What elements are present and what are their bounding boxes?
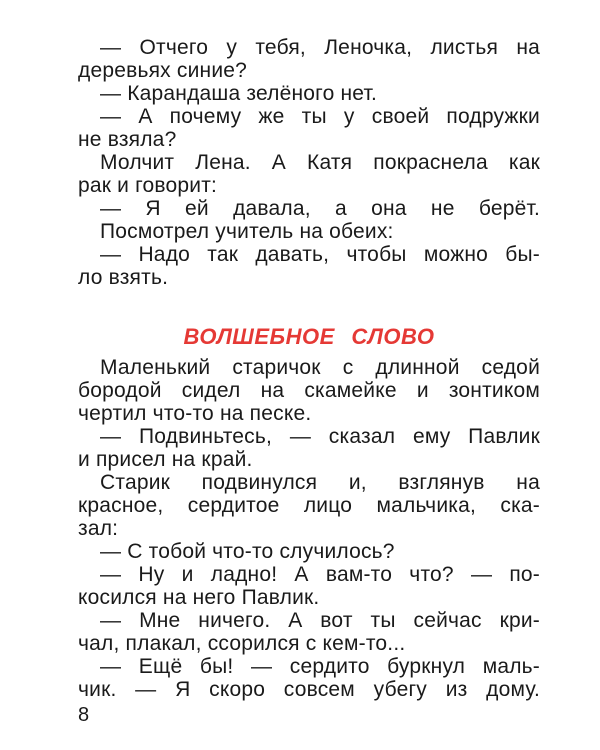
text-line: — Надо так давать, чтобы можно бы- — [100, 243, 540, 266]
page-content — [78, 36, 540, 701]
story-ending — [78, 36, 540, 289]
text-line: Маленький старичок с длинной седой — [100, 356, 540, 379]
text-line: не взяла? — [78, 128, 177, 151]
section-title: ВОЛШЕБНОЕ СЛОВО — [183, 324, 435, 349]
text-line: красное, сердитое лицо мальчика, ска- — [78, 494, 540, 517]
text-line: бородой сидел на скамейке и зонтиком — [78, 379, 540, 402]
text-line: деревьях синие? — [78, 59, 248, 82]
text-line: — Карандаша зелёного нет. — [100, 82, 377, 105]
text-line: Старик подвинулся и, взглянув на — [100, 471, 540, 494]
text-line: — А почему же ты у своей подружки — [100, 105, 540, 128]
text-line: чертил что-то на песке. — [78, 402, 312, 425]
section-gap — [78, 289, 540, 325]
text-line: и присел на край. — [78, 448, 253, 471]
page-number: 8 — [78, 704, 90, 726]
text-line: чик. — Я скоро совсем убегу из дому. — [78, 678, 540, 701]
text-line: — Ну и ладно! А вам-то что? — по- — [100, 563, 540, 586]
text-line: ло взять. — [78, 266, 169, 289]
text-line: — Я ей давала, а она не берёт. — [100, 197, 540, 220]
text-line: Молчит Лена. А Катя покраснела как — [100, 151, 540, 174]
text-line: — Мне ничего. А вот ты сейчас кри- — [100, 609, 540, 632]
text-line: — Подвиньтесь, — сказал ему Павлик — [100, 425, 540, 448]
text-line: рак и говорит: — [78, 174, 218, 197]
text-line: — С тобой что-то случилось? — [100, 540, 395, 563]
story-text — [78, 356, 540, 701]
text-line: зал: — [78, 517, 119, 540]
text-line: — Отчего у тебя, Леночка, листья на — [100, 36, 540, 59]
text-line: — Ещё бы! — сердито буркнул маль- — [100, 655, 540, 678]
text-line: Посмотрел учитель на обеих: — [100, 220, 394, 243]
text-line: косился на него Павлик. — [78, 586, 320, 609]
text-line: чал, плакал, ссорился с кем-то... — [78, 632, 406, 655]
